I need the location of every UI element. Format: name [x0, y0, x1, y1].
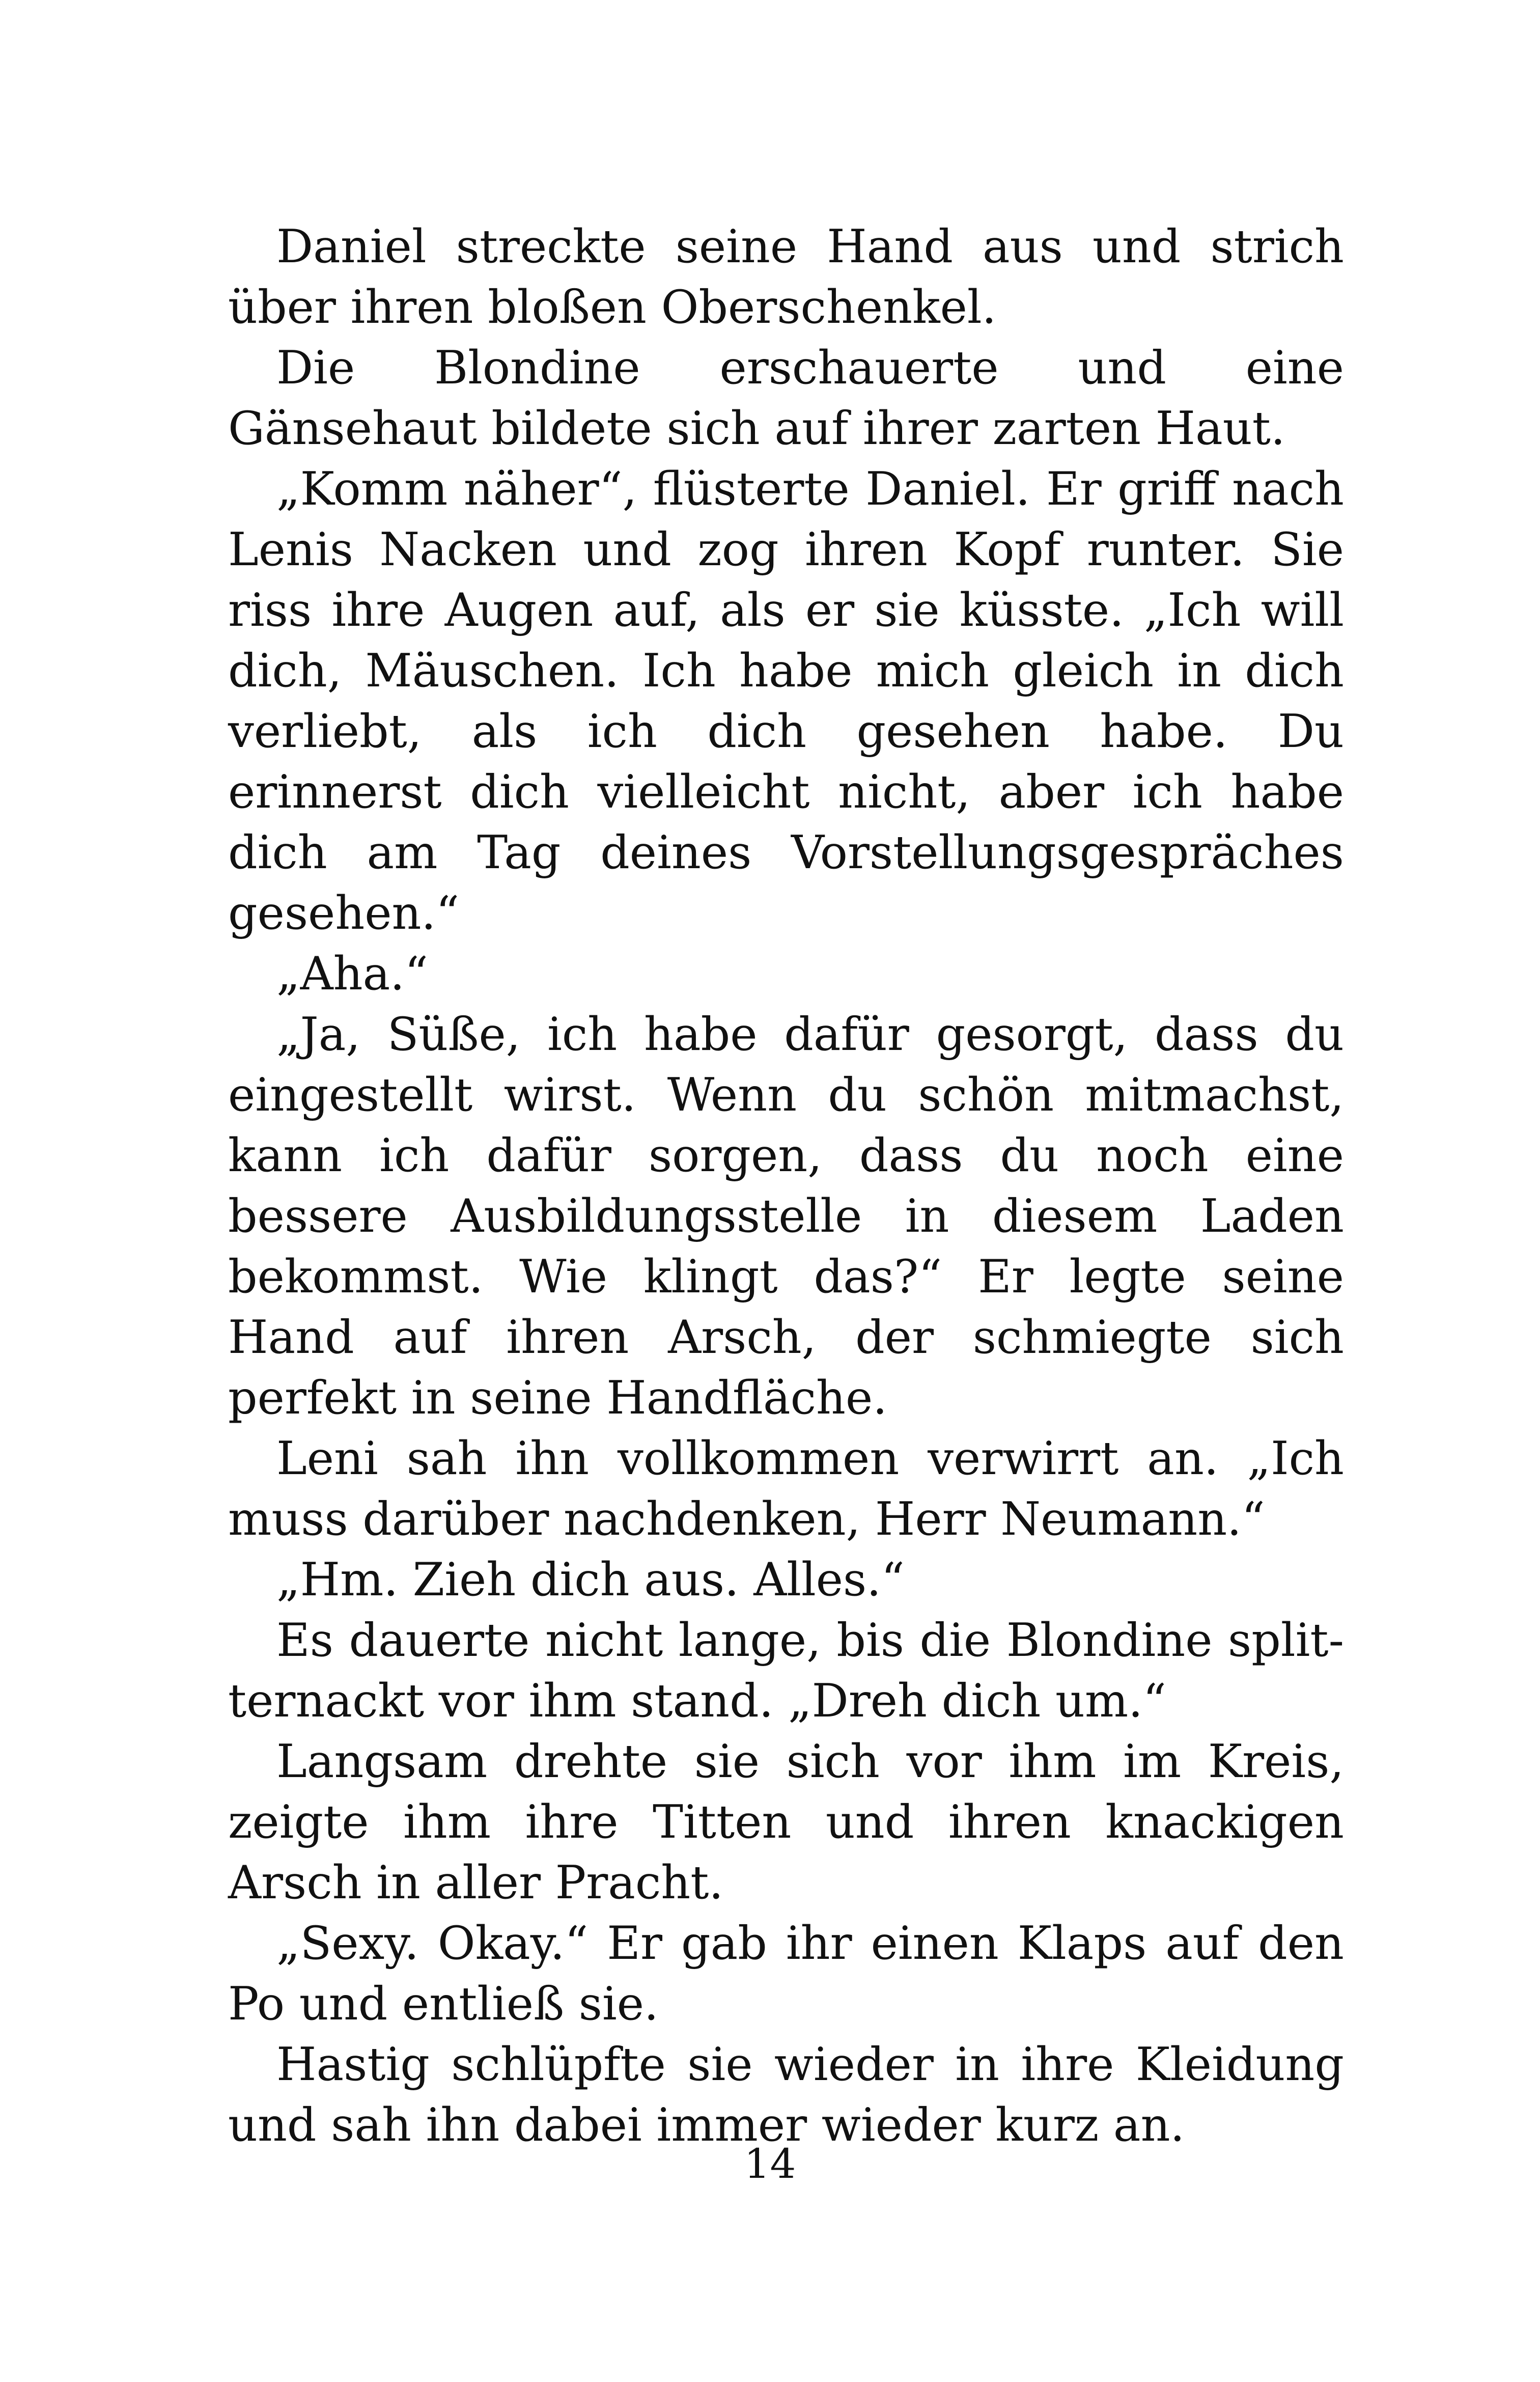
paragraph: „Komm näher“, flüsterte Daniel. Er griff nach Lenis Nacken und zog ihren Kopf runter. Sie riss ihre Augen auf, als er sie küsste. „Ich will dich, Mäuschen. Ich habe mich gleich in dich verliebt, als ich dich gesehen habe. Du erinnerst dich vielleicht nicht, aber ich habe dich am Tag deines Vorstellungsgespräches gesehen.“ — [228, 462, 1344, 940]
paragraph: Langsam drehte sie sich vor ihm im Kreis, zeigte ihm ihre Titten und ihren knackigen Arsch in aller Pracht. — [228, 1735, 1344, 1909]
body-text — [228, 216, 1344, 2155]
paragraph: „Hm. Zieh dich aus. Alles.“ — [276, 1553, 905, 1607]
paragraph: „Sexy. Okay.“ Er gab ihr einen Klaps auf den Po und entließ sie. — [228, 1917, 1344, 2031]
page-number: 14 — [744, 2140, 796, 2187]
paragraph: Hastig schlüpfte sie wieder in ihre Kleidung und sah ihn dabei immer wieder kurz an. — [228, 2038, 1344, 2152]
paragraph: Es dauerte nicht lange, bis die Blondine splitternackt vor ihm stand. „Dreh dich um.“ — [228, 1614, 1344, 1728]
paragraph: Die Blondine erschauerte und eine Gänsehaut bildete sich auf ihrer zarten Haut. — [228, 341, 1344, 455]
paragraph: „Ja, Süße, ich habe dafür gesorgt, dass du eingestellt wirst. Wenn du schön mitmachst, kann ich dafür sorgen, dass du noch eine bessere Ausbildungsstelle in diesem Laden bekommst. Wie klingt das?“ Er legte seine Hand auf ihren Arsch, der schmiegte sich perfekt in seine Handfläche. — [228, 1008, 1344, 1425]
paragraph: „Aha.“ — [276, 947, 428, 1001]
paragraph: Leni sah ihn vollkommen verwirrt an. „Ich muss darüber nachdenken, Herr Neumann.“ — [228, 1432, 1344, 1546]
paragraph: Daniel streckte seine Hand aus und strich über ihren bloßen Oberschenkel. — [228, 220, 1344, 334]
